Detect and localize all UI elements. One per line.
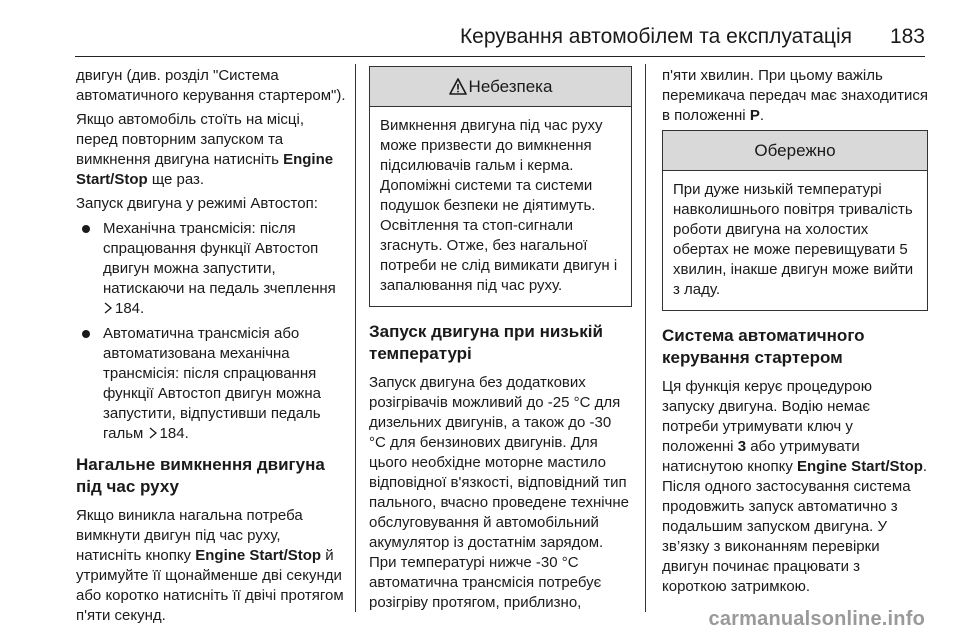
engine-start-stop-label: Engine Start/Stop <box>797 458 923 475</box>
engine-start-stop-label: Engine Start/Stop <box>195 547 322 564</box>
column-3 <box>662 66 928 601</box>
list-item: Механічна трансмісія: після спрацювання функції Автостоп двигун можна запустити, натискаючи на педаль зчеплення 184. <box>76 219 348 319</box>
warning-triangle-icon <box>449 78 467 95</box>
danger-box-title: Небезпека <box>468 76 553 96</box>
bullet-list <box>76 219 348 444</box>
paragraph: Якщо виникла нагальна потреба вимкнути двигун під час руху, натисніть кнопку Engine Start/Stop й утримуйте її щонайменше дві секунди або коротко натисніть її двічі протягом п'яти секунд. <box>76 507 344 624</box>
page-title: Керування автомобілем та експлуатація <box>459 25 852 48</box>
bullet-icon <box>82 330 90 338</box>
page-number: 183 <box>889 25 925 48</box>
watermark: carmanualsonline.info <box>708 608 925 630</box>
column-divider-1 <box>355 64 356 612</box>
page-reference[interactable]: 184. <box>115 300 145 317</box>
danger-box-body: Вимкнення двигуна під час руху може призвести до вимкнення підсилювачів гальм і керма. Допоміжні системи та системи подушок безпеки не діятимуть. Освітлення та стоп-сигнали згаснуть. Отже, без нагальної потреби не слід вимикати двигун і запалювання під час руху. <box>380 117 618 294</box>
caution-box <box>662 130 928 311</box>
key-position-label: 3 <box>737 438 747 455</box>
paragraph: Запуск двигуна у режимі Автостоп: <box>76 195 318 212</box>
caution-box-title: Обережно <box>754 140 836 160</box>
section-heading: Система автоматичного керування стартером <box>662 326 865 367</box>
danger-box <box>369 66 632 307</box>
header-divider <box>75 56 925 57</box>
caution-box-body: При дуже низькій температурі навколишнього повітря тривалість роботи двигуна на холостих обертах не може перевищувати 5 хвилин, інакше двигун може вийти з ладу. <box>673 181 914 298</box>
paragraph: двигун (див. розділ "Система автоматичного керування стартером"). <box>76 67 346 104</box>
page-reference-icon <box>103 302 113 314</box>
section-heading: Запуск двигуна при низькій температурі <box>369 322 603 363</box>
engine-start-stop-label: Engine Start/Stop <box>76 151 334 188</box>
column-divider-2 <box>645 64 646 612</box>
paragraph: п'яти хвилин. При цьому важіль перемикача передач має знаходитися в положенні P. <box>662 67 928 124</box>
page-reference[interactable]: 184. <box>159 425 189 442</box>
page-reference-icon <box>148 427 158 439</box>
caution-box-header <box>663 131 927 171</box>
list-item: Автоматична трансмісія або автоматизована механічна трансмісія: після спрацювання функції Автостоп двигун можна запустити, відпустивши педаль гальм 184. <box>76 324 348 444</box>
section-heading: Нагальне вимкнення двигуна під час руху <box>76 455 325 496</box>
paragraph: Якщо автомобіль стоїть на місці, перед повторним запуском та вимкнення двигуна натисніть Engine Start/Stop ще раз. <box>76 111 334 188</box>
page-header <box>0 0 960 58</box>
bullet-icon <box>82 225 90 233</box>
column-2 <box>369 66 632 617</box>
paragraph: Запуск двигуна без додаткових розігрівачів можливий до -25 °C для дизельних двигунів, а також до -30 °C для бензинових двигунів. Для цього необхідне моторне мастило відповідної в'язкості, відповідний тип пального, вчасно проведене технічне обслуговування й автомобільний акумулятор із достатнім зарядом. При температурі нижче -30 °C автоматична трансмісія потребує розігріву протягом, приблизно, <box>369 374 630 611</box>
paragraph: Ця функція керує процедурою запуску двигуна. Водію немає потреби утримувати ключ у положенні 3 або утримувати натиснутою кнопку Engine Start/Stop. Після одного застосування система продовжить запуск автоматично з подальшим запуском двигуна. У зв’язку з виконанням перевірки двигун починає працювати з короткою затримкою. <box>662 378 928 595</box>
danger-box-header <box>370 67 631 107</box>
gear-position-label: P <box>749 107 760 124</box>
column-1 <box>76 66 348 630</box>
